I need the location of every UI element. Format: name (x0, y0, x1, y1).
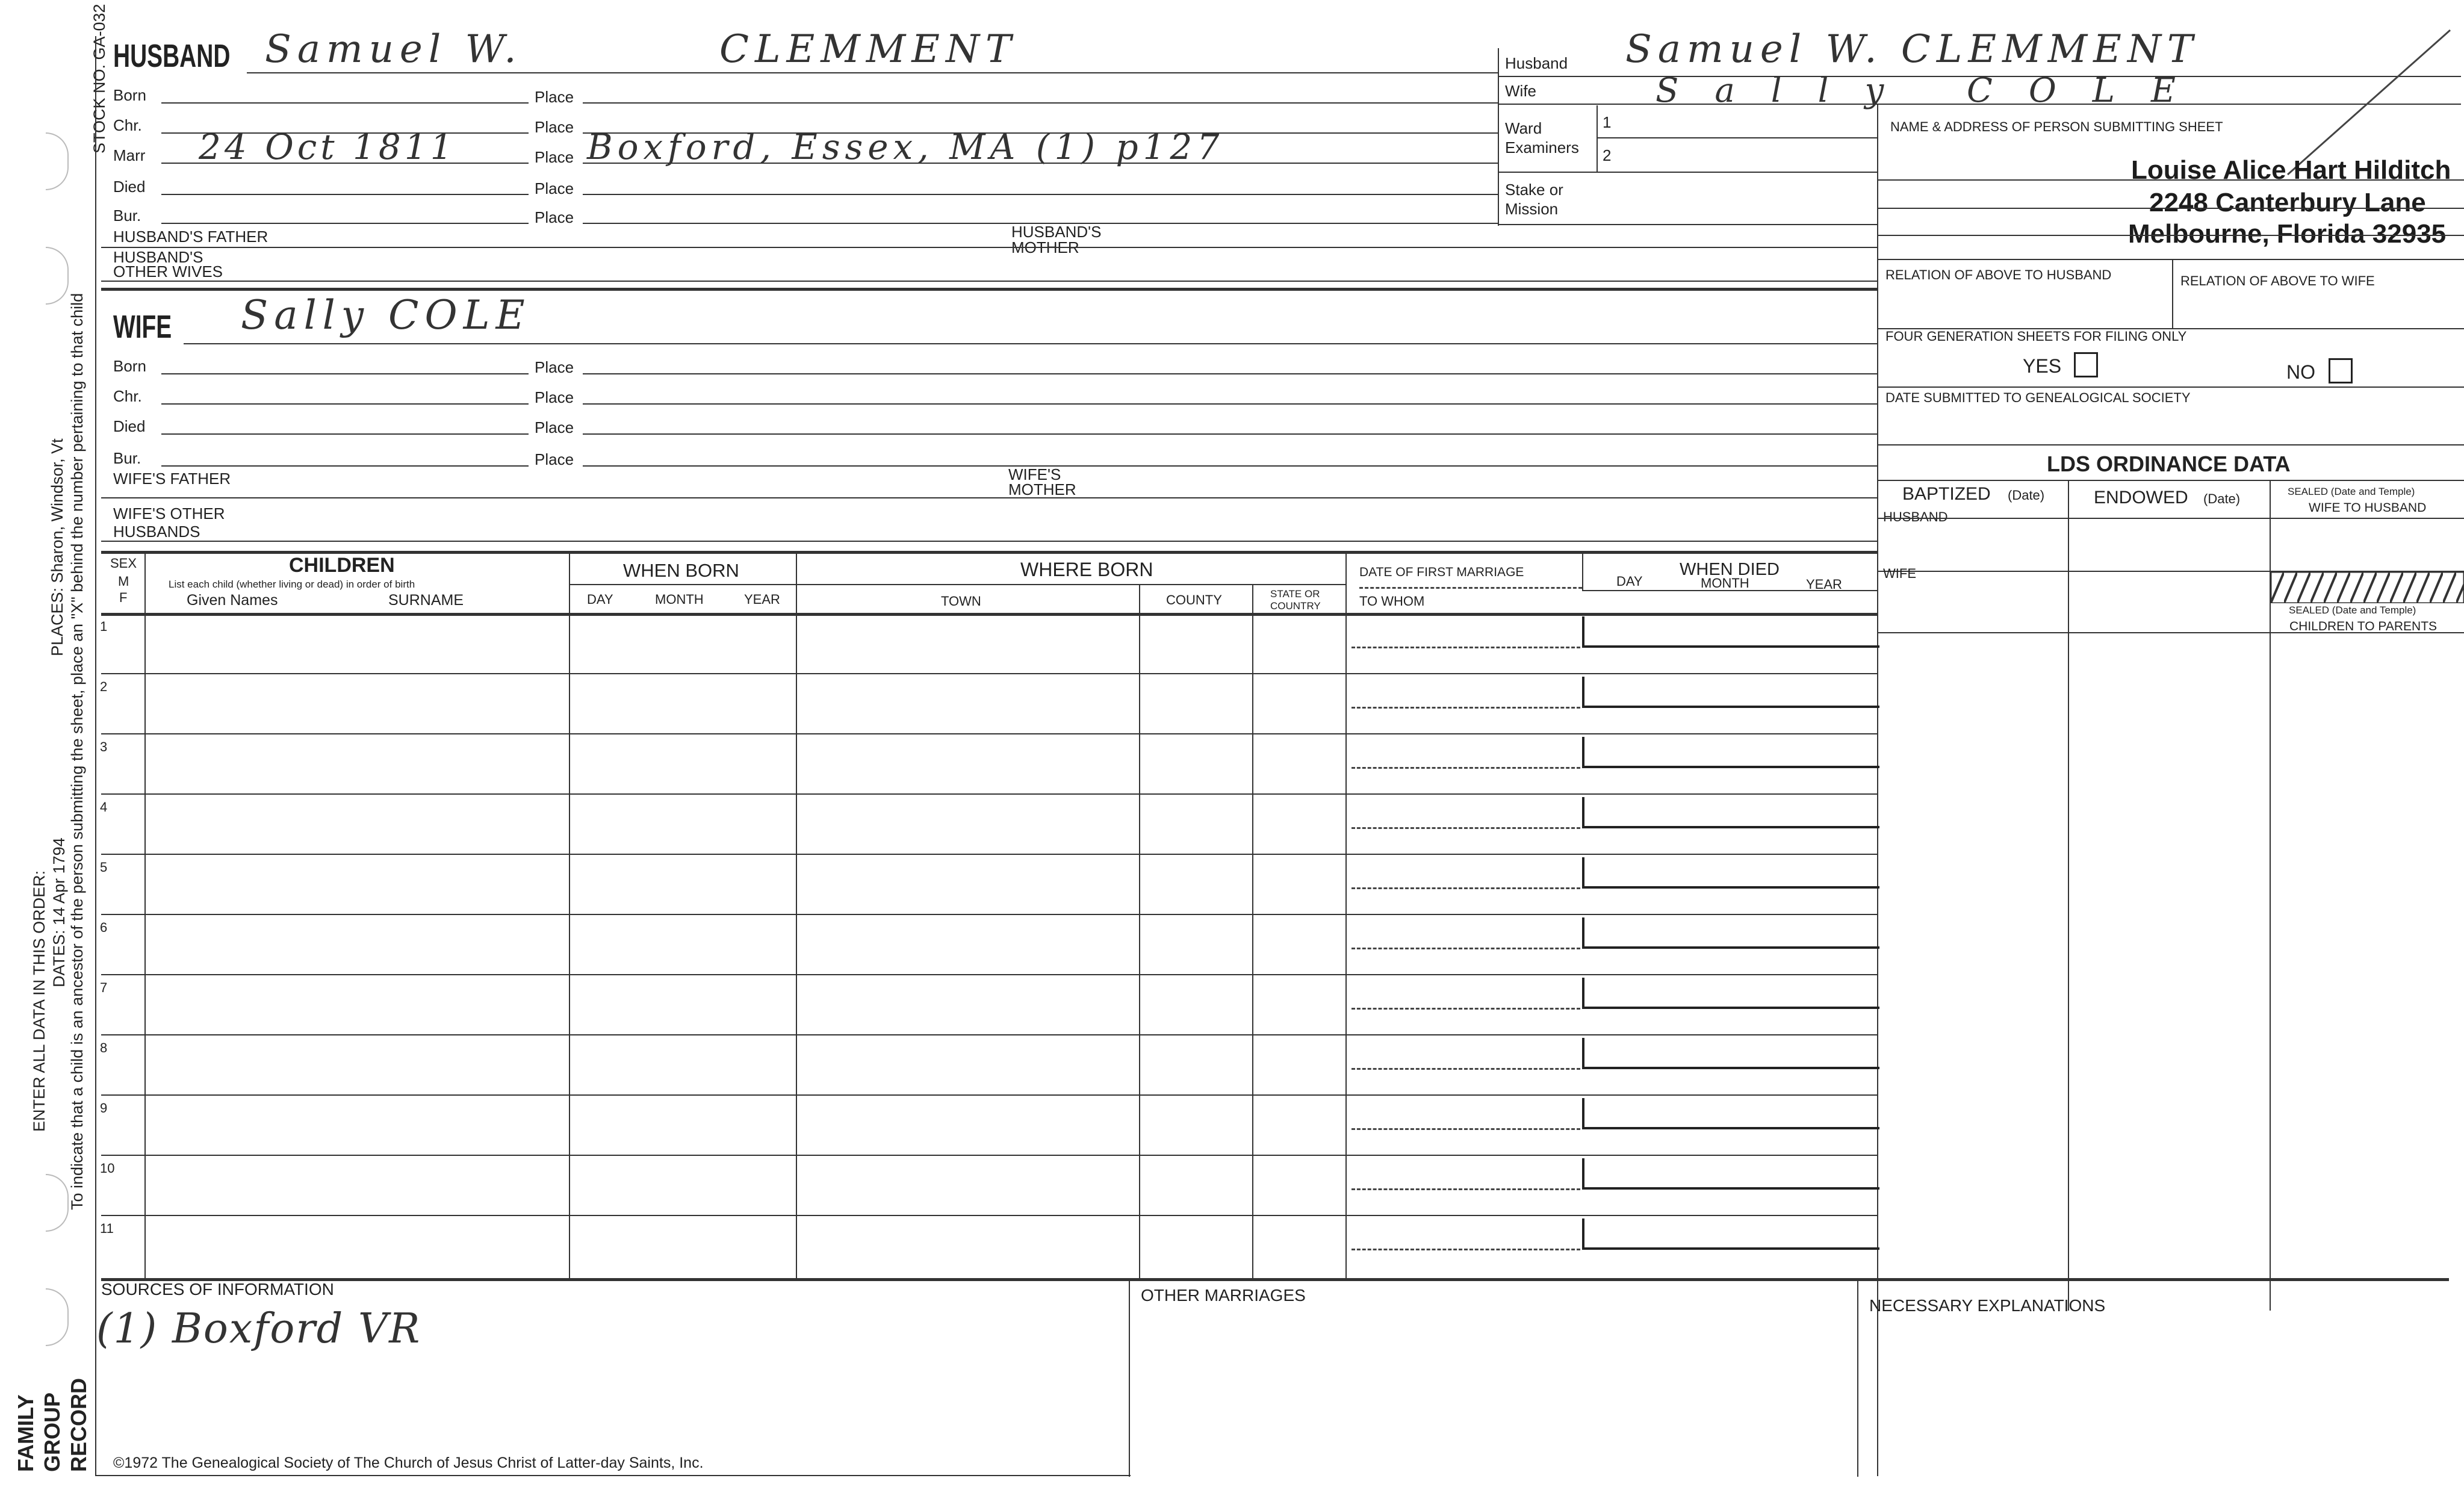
died-year-header: YEAR (1806, 577, 1842, 592)
no-label: NO (2286, 361, 2315, 383)
county-header: COUNTY (1166, 592, 1222, 607)
right-panel-rule (1877, 104, 1878, 1476)
child-row-number: 3 (100, 739, 108, 754)
wifes-mother-label-2: MOTHER (1008, 480, 1076, 498)
husband-name-line (247, 72, 1498, 73)
submitter-block-bottom (1877, 259, 2464, 260)
date-submitted-label: DATE SUBMITTED TO GENEALOGICAL SOCIETY (1885, 390, 2191, 405)
lds-wife-row-bottom (1877, 632, 2464, 633)
lds-sealed-w2h-label-2: WIFE TO HUSBAND (2309, 501, 2427, 515)
header-husband-label: Husband (1505, 54, 1568, 72)
ward-num-rule (1597, 105, 1598, 172)
ward-num-1: 1 (1603, 113, 1612, 131)
ward-label-2: Examiners (1505, 138, 1579, 157)
ancestor-indicator-instruction: To indicate that a child is an ancestor of the person submitting the sheet, place an "X" behind the number pertaining to that child (68, 293, 86, 1210)
no-checkbox[interactable] (2329, 358, 2353, 383)
husband-surname: CLEMMENT (719, 27, 1017, 72)
header-husband-name: Samuel W. CLEMMENT (1625, 27, 2199, 72)
child-row-number: 1 (100, 619, 108, 634)
ward-examiner-2-line[interactable] (1498, 172, 1877, 173)
children-instruction: List each child (whether living or dead) in order of birth (169, 579, 415, 590)
header-wife-label: Wife (1505, 82, 1536, 100)
husband-born-label: Born (113, 86, 146, 104)
other-marriages-rule (1129, 1278, 1130, 1477)
husbands-other-wives-label-1: HUSBAND'S (113, 248, 203, 266)
husband-bur-place-label: Place (535, 208, 574, 226)
wife-bur-place-label: Place (535, 450, 574, 468)
wifes-mother-label-1: WIFE'S (1008, 465, 1061, 483)
husband-bur-label: Bur. (113, 206, 141, 225)
wife-died-place-line[interactable] (583, 433, 1877, 435)
wifes-other-husbands-label-1: WIFE'S OTHER (113, 504, 225, 523)
died-month-header: MONTH (1701, 576, 1749, 591)
husband-marr-label: Marr (113, 146, 146, 164)
child-marriage-date-line (1351, 887, 1580, 889)
submitter-line-3 (1877, 235, 2464, 236)
husbands-mother-label-2: MOTHER (1011, 238, 1079, 256)
child-marriage-date-line (1351, 827, 1580, 829)
wife-bur-place-line[interactable] (583, 465, 1877, 467)
wife-chr-date-line[interactable] (161, 403, 529, 405)
submitter-street: 2248 Canterbury Lane (2149, 188, 2426, 217)
wife-born-date-line[interactable] (161, 373, 529, 374)
lds-title-bottom (1877, 480, 2464, 481)
other-marriages-label: OTHER MARRIAGES (1141, 1286, 1306, 1305)
group-label: GROUP (40, 1392, 64, 1472)
sources-content: (1) Boxford VR (96, 1305, 421, 1353)
children-subheader-rule-died (1582, 590, 1877, 591)
child-marriage-date-line (1351, 1068, 1580, 1070)
binder-hole-3 (46, 1174, 69, 1232)
wifes-other-husbands-line[interactable] (101, 541, 1877, 542)
husband-born-place-label: Place (535, 88, 574, 106)
explanations-rule (1857, 1278, 1858, 1477)
enter-order-instruction: ENTER ALL DATA IN THIS ORDER: (30, 870, 48, 1132)
stake-line[interactable] (1498, 224, 1877, 225)
submitter-label: NAME & ADDRESS OF PERSON SUBMITTING SHEET (1890, 119, 2223, 134)
left-margin-rule (95, 36, 96, 1475)
when-died-header: WHEN DIED (1680, 560, 1780, 579)
stake-label-1: Stake or (1505, 181, 1563, 199)
husband-died-label: Died (113, 178, 146, 196)
wife-name-line (184, 343, 1877, 344)
submitter-city: Melbourne, Florida 32935 (2128, 219, 2447, 249)
lds-sealed-c2p-label-2: CHILDREN TO PARENTS (2289, 619, 2438, 633)
wifes-other-husbands-label-2: HUSBANDS (113, 523, 200, 541)
sex-m-header: M (118, 574, 129, 589)
wife-died-label: Died (113, 417, 146, 435)
husbands-mother-label-1: HUSBAND'S (1011, 223, 1102, 241)
yes-checkbox[interactable] (2074, 352, 2098, 377)
wife-bur-date-line[interactable] (161, 465, 529, 467)
to-whom-header: TO WHOM (1359, 594, 1425, 609)
first-marriage-header-dash (1359, 587, 1582, 589)
child-died-box (1582, 1218, 1879, 1250)
wifes-father-label: WIFE'S FATHER (113, 470, 231, 488)
wife-born-label: Born (113, 357, 146, 375)
ward-examiner-1-line[interactable] (1597, 137, 1877, 138)
bottom-border (95, 1475, 1131, 1476)
relation-divider (2172, 259, 2173, 328)
born-day-header: DAY (587, 592, 613, 607)
husband-heading: HUSBAND (113, 38, 231, 74)
child-died-box (1582, 616, 1879, 648)
husbands-father-line[interactable] (101, 247, 1877, 248)
places-instruction: PLACES: Sharon, Windsor, Vt (48, 438, 66, 656)
wife-born-place-line[interactable] (583, 373, 1877, 374)
stock-number: STOCK NO. GA-032 (90, 4, 108, 154)
husband-died-place-label: Place (535, 179, 574, 197)
husband-born-place-line[interactable] (583, 102, 1498, 104)
child-died-box (1582, 737, 1879, 768)
lds-col-divider-1 (2068, 480, 2069, 1311)
wife-died-place-label: Place (535, 418, 574, 436)
four-gen-bottom (1877, 386, 2464, 388)
children-subheader-rule-born (569, 584, 1345, 585)
four-gen-label: FOUR GENERATION SHEETS FOR FILING ONLY (1885, 329, 2187, 344)
where-born-header: WHERE BORN (1020, 559, 1153, 580)
first-marriage-header: DATE OF FIRST MARRIAGE (1359, 565, 1524, 579)
husband-marr-place-label: Place (535, 148, 574, 166)
binder-hole-2 (46, 247, 69, 305)
lds-baptized-label: BAPTIZED (1902, 484, 1991, 504)
dates-instruction: DATES: 14 Apr 1794 (50, 837, 68, 987)
submitter-name: Louise Alice Hart Hilditch (2131, 155, 2451, 185)
town-header: TOWN (941, 594, 981, 609)
child-marriage-date-line (1351, 1249, 1580, 1250)
husbands-other-wives-line[interactable] (101, 281, 1877, 282)
child-row-number: 10 (100, 1161, 115, 1176)
binder-hole-1 (46, 132, 69, 190)
husband-born-date-line[interactable] (161, 102, 529, 104)
lds-husband-row-label: HUSBAND (1883, 509, 1948, 524)
submitter-line-1 (1877, 179, 2464, 181)
lds-title: LDS ORDINANCE DATA (2047, 452, 2291, 476)
sex-f-header: F (119, 590, 128, 605)
child-marriage-date-line (1351, 707, 1580, 709)
surname-header: SURNAME (388, 592, 464, 609)
relation-wife-label: RELATION OF ABOVE TO WIFE (2180, 273, 2375, 288)
ward-num-2: 2 (1603, 146, 1612, 164)
given-names-header: Given Names (187, 592, 278, 609)
child-marriage-date-line (1351, 1128, 1580, 1130)
state-header-2: COUNTRY (1270, 600, 1321, 612)
lds-sealed-c2p-label-1: SEALED (Date and Temple) (2289, 604, 2416, 616)
child-marriage-date-line (1351, 948, 1580, 949)
child-marriage-date-line (1351, 767, 1580, 769)
husband-marr-place-line[interactable] (583, 163, 1498, 164)
wife-chr-place-label: Place (535, 388, 574, 406)
child-row-number: 4 (100, 799, 108, 815)
wife-chr-place-line[interactable] (583, 403, 1877, 405)
husband-marr-date-line[interactable] (161, 163, 529, 164)
lds-hatch-pattern (2271, 572, 2464, 603)
husband-chr-place-label: Place (535, 118, 574, 136)
ward-label-1: Ward (1505, 119, 1542, 137)
binder-hole-4 (46, 1288, 69, 1346)
header-box-left-rule (1498, 48, 1499, 226)
family-label: FAMILY (13, 1394, 38, 1472)
child-died-box (1582, 1038, 1879, 1069)
husband-died-place-line[interactable] (583, 194, 1498, 195)
child-died-box (1582, 978, 1879, 1009)
wife-died-date-line[interactable] (161, 433, 529, 435)
lds-endowed-label: ENDOWED (2094, 488, 2188, 507)
copyright: ©1972 The Genealogical Society of The Church of Jesus Christ of Latter-day Saints, Inc. (113, 1454, 704, 1471)
child-died-box (1582, 677, 1879, 708)
child-died-box (1582, 1158, 1879, 1190)
born-month-header: MONTH (655, 592, 704, 607)
husband-chr-label: Chr. (113, 116, 142, 134)
children-header: CHILDREN (289, 554, 395, 577)
wife-heading: WIFE (113, 309, 172, 345)
stake-label-2: Mission (1505, 200, 1559, 218)
date-submitted-bottom (1877, 444, 2464, 445)
lds-sealed-w2h-label-1: SEALED (Date and Temple) (2288, 486, 2415, 497)
wife-name: Sally COLE (241, 292, 531, 338)
husband-given-name: Samuel W. (265, 27, 523, 72)
lds-wife-row-label: WIFE (1883, 566, 1916, 581)
husbands-other-wives-label-2: OTHER WIVES (113, 262, 223, 281)
children-table-bottom (101, 1278, 2449, 1281)
husband-bur-date-line[interactable] (161, 223, 529, 224)
died-col-rule (1582, 553, 1583, 590)
died-day-header: DAY (1616, 574, 1643, 589)
explanations-label: NECESSARY EXPLANATIONS (1869, 1296, 2106, 1315)
born-year-header: YEAR (744, 592, 780, 607)
child-row-number: 2 (100, 679, 108, 694)
child-row-number: 11 (100, 1221, 114, 1236)
lds-baptized-date-label: (Date) (2008, 488, 2045, 503)
child-died-box (1582, 857, 1879, 889)
wife-bur-label: Bur. (113, 449, 141, 467)
wife-chr-label: Chr. (113, 387, 142, 405)
child-row-number: 5 (100, 860, 108, 875)
child-marriage-date-line (1351, 647, 1580, 648)
when-born-header: WHEN BORN (623, 560, 739, 581)
child-died-box (1582, 797, 1879, 828)
husbands-father-label: HUSBAND'S FATHER (113, 228, 268, 246)
state-header-1: STATE OR (1270, 588, 1320, 600)
submitter-line-2 (1877, 208, 2464, 209)
relation-husband-label: RELATION OF ABOVE TO HUSBAND (1885, 267, 2112, 282)
husband-marriage-date: 24 Oct 1811 (199, 126, 456, 167)
wife-born-place-label: Place (535, 358, 574, 376)
husband-died-date-line[interactable] (161, 194, 529, 195)
lds-endowed-date-label: (Date) (2203, 491, 2241, 506)
child-marriage-date-line (1351, 1008, 1580, 1010)
lds-col-divider-2 (2270, 480, 2271, 1311)
sex-header: SEX (110, 556, 137, 571)
child-row-number: 9 (100, 1100, 108, 1116)
wifes-father-line[interactable] (101, 497, 1877, 498)
husband-section-divider (101, 288, 1877, 291)
child-died-box (1582, 917, 1879, 949)
child-marriage-date-line (1351, 1188, 1580, 1190)
sources-label: SOURCES OF INFORMATION (101, 1280, 334, 1299)
child-died-box (1582, 1098, 1879, 1129)
child-row-number: 7 (100, 980, 108, 995)
child-row-number: 8 (100, 1040, 108, 1055)
lds-header-bottom (1877, 518, 2464, 519)
child-row-number: 6 (100, 920, 108, 935)
yes-label: YES (2023, 355, 2062, 377)
record-label: RECORD (66, 1377, 91, 1472)
header-wife-name: Sally COLE (1656, 71, 2212, 110)
husband-marriage-place: Boxford, Essex, MA (1) p127 (587, 126, 1224, 167)
